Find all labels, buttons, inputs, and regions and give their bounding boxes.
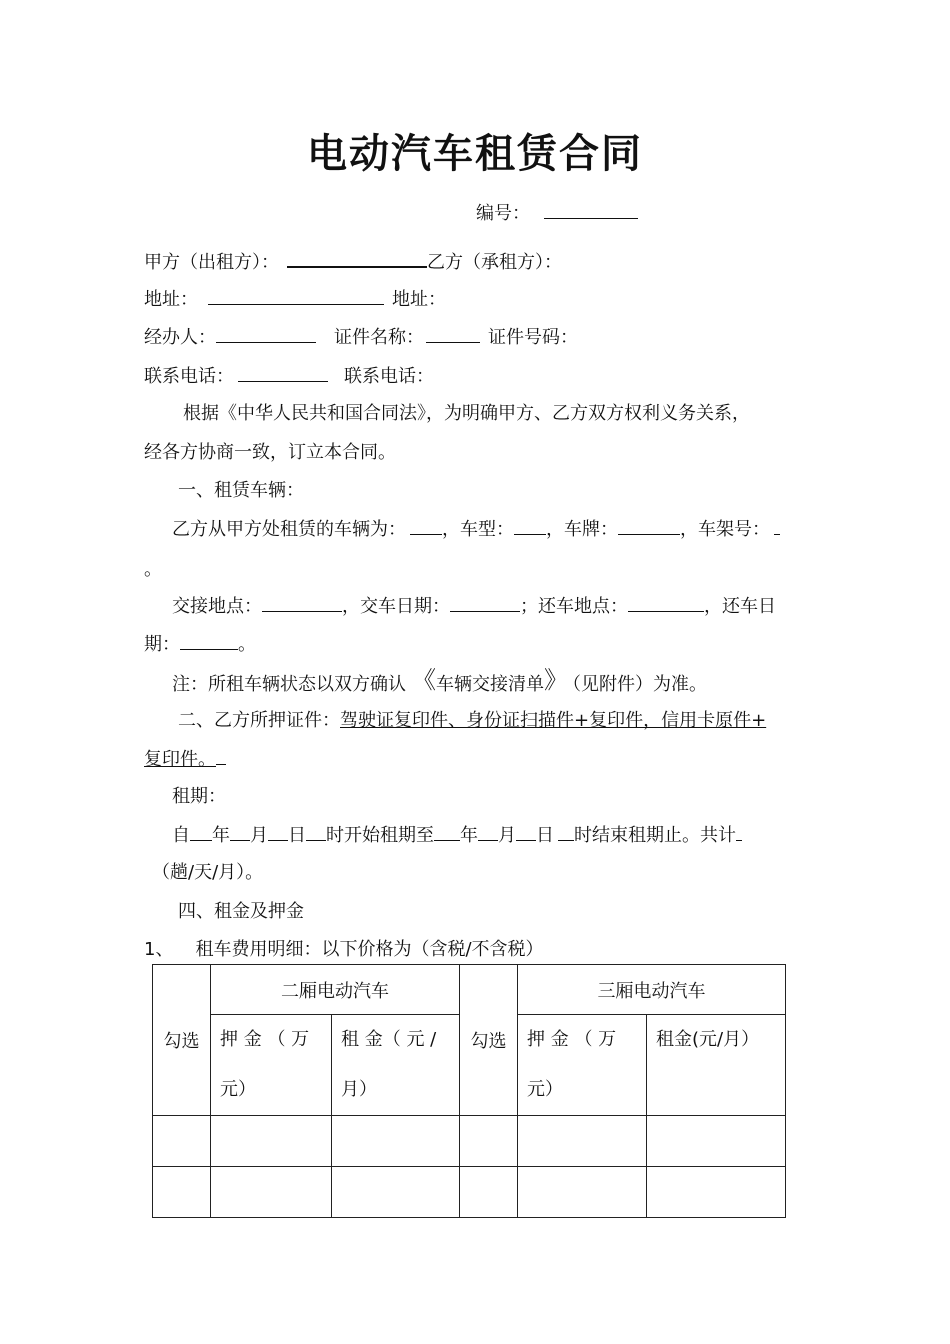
table-row — [153, 1167, 786, 1218]
select-header-g2: 勾选 — [460, 965, 518, 1116]
rent-header-g2: 租金(元/月） — [647, 1015, 786, 1116]
term-start-year-blank — [190, 822, 212, 841]
table-cell[interactable] — [211, 1167, 332, 1218]
term-from: 自 — [172, 825, 190, 846]
deposit-header-g2 — [518, 1015, 647, 1116]
return-place-blank — [628, 593, 704, 612]
handover-place-blank — [262, 593, 342, 612]
handover-date-blank — [450, 593, 520, 612]
note-bracket-open: 《 — [412, 666, 436, 694]
handler-line — [144, 324, 578, 351]
note-prefix: 注：所租车辆状态以双方确认 — [172, 674, 406, 695]
vehicle-vin-blank — [774, 516, 780, 535]
term-end-day-blank — [516, 822, 536, 841]
table-cell[interactable] — [153, 1116, 211, 1167]
term-day-label: 日 — [288, 825, 306, 846]
item-1-line — [144, 937, 544, 963]
term-end-hour-blank — [558, 822, 574, 841]
return-date-line — [144, 631, 256, 658]
section-2-line-2 — [144, 746, 226, 773]
deposit-header-g1 — [211, 1015, 332, 1116]
table-row — [153, 1116, 786, 1167]
address-label-b: 地址： — [392, 289, 446, 310]
term-end-month-label: 月 — [498, 825, 516, 846]
section-1-heading: 一、租赁车辆： — [178, 480, 304, 501]
vehicle-blank — [410, 516, 442, 535]
term-heading: 租期： — [172, 786, 226, 807]
vehicle-line — [172, 516, 780, 543]
deposit-header-g1-line2: 元） — [220, 1079, 256, 1100]
term-end-month-blank — [478, 822, 498, 841]
address-blank-a — [208, 286, 384, 305]
party-b-label: 乙方（承租方）： — [427, 252, 562, 273]
phone-label-b: 联系电话： — [344, 366, 434, 387]
table-cell[interactable] — [647, 1116, 786, 1167]
section-2-line — [178, 708, 766, 734]
section-4-heading: 四、租金及押金 — [178, 901, 304, 922]
page-title: 电动汽车租赁合同 — [307, 131, 643, 177]
party-a-label: 甲方（出租方）： — [144, 252, 279, 273]
table-cell[interactable] — [647, 1167, 786, 1218]
vehicle-vin-label: ，车架号： — [680, 519, 770, 540]
vehicle-model-label: ，车型： — [442, 519, 514, 540]
id-number-label: 证件号码： — [488, 327, 578, 348]
return-date-label-b: 期： — [144, 634, 180, 655]
table-cell[interactable] — [460, 1116, 518, 1167]
table-cell[interactable] — [332, 1167, 460, 1218]
parties-line — [144, 248, 562, 276]
handover-line — [172, 593, 776, 620]
phone-label-a: 联系电话： — [144, 366, 234, 387]
note-document-name: 车辆交接清单 — [436, 674, 544, 695]
vehicle-end: 。 — [144, 559, 162, 580]
select-header-g1: 勾选 — [153, 965, 211, 1116]
table-cell[interactable] — [460, 1167, 518, 1218]
contract-number-line — [476, 200, 638, 227]
vehicle-plate-label: ，车牌： — [546, 519, 618, 540]
item-1-number: 1、 — [144, 939, 174, 960]
term-total-blank — [736, 822, 742, 841]
phone-blank-a — [238, 363, 328, 382]
contract-number-label: 编号： — [476, 203, 530, 224]
return-date-blank — [180, 631, 238, 650]
term-start-month-blank — [230, 822, 250, 841]
table-cell[interactable] — [332, 1116, 460, 1167]
section-2-trailing-underline — [216, 746, 226, 765]
intro-line-1: 根据《中华人民共和国合同法》，为明确甲方、乙方双方权利义务关系， — [183, 403, 750, 424]
return-date-end: 。 — [238, 634, 256, 655]
term-end-year-label: 年 — [460, 825, 478, 846]
contract-number-blank — [544, 200, 638, 219]
return-date-label-a: ，还车日 — [704, 596, 776, 617]
table-cell[interactable] — [518, 1116, 647, 1167]
vehicle-model-blank — [514, 516, 546, 535]
term-start-day-blank — [268, 822, 288, 841]
table-header-row-1 — [153, 965, 786, 1015]
term-end-day-label: 日 — [536, 825, 554, 846]
section-2-documents-cont: 复印件。 — [144, 749, 216, 770]
table-cell[interactable] — [211, 1116, 332, 1167]
term-end-year-blank — [434, 822, 460, 841]
term-month-label: 月 — [250, 825, 268, 846]
term-line — [172, 822, 742, 849]
id-name-label: 证件名称： — [334, 327, 424, 348]
rent-header-g1-line2: 月） — [341, 1079, 377, 1100]
deposit-header-g2-line1: 押 金 （ 万 — [527, 1029, 617, 1050]
term-start-hour-blank — [306, 822, 326, 841]
intro-line-2: 经各方协商一致，订立本合同。 — [144, 442, 396, 463]
note-bracket-close: 》 — [544, 666, 568, 694]
group-header-two-box: 二厢电动汽车 — [211, 965, 460, 1015]
rent-header-g1-line1: 租 金（ 元 / — [341, 1029, 437, 1050]
deposit-header-g1-line1: 押 金 （ 万 — [220, 1029, 310, 1050]
note-suffix: （见附件）为准。 — [572, 674, 707, 695]
table-cell[interactable] — [518, 1167, 647, 1218]
return-place-label: ；还车地点： — [520, 596, 628, 617]
phone-line — [144, 363, 434, 390]
term-end-hour-label: 时结束租期止。共计 — [574, 825, 736, 846]
party-a-blank — [287, 248, 427, 268]
rental-price-table — [152, 964, 786, 1218]
rent-header-g1 — [332, 1015, 460, 1116]
deposit-header-g2-line2: 元） — [527, 1079, 563, 1100]
item-1-text: 租车费用明细：以下价格为（含税/不含税） — [195, 939, 544, 960]
term-unit-line: （趟/天/月）。 — [152, 862, 264, 883]
vehicle-prefix: 乙方从甲方处租赁的车辆为： — [172, 519, 406, 540]
handler-blank — [216, 324, 316, 343]
handler-label: 经办人： — [144, 327, 216, 348]
handover-place-label: 交接地点： — [172, 596, 262, 617]
term-start-hour-label: 时开始租期至 — [326, 825, 434, 846]
section-2-documents: 驾驶证复印件、身份证扫描件+复印件，信用卡原件+ — [340, 710, 767, 731]
group-header-three-box: 三厢电动汽车 — [518, 965, 786, 1015]
handover-date-label: ，交车日期： — [342, 596, 450, 617]
address-line — [144, 286, 446, 313]
note-line — [172, 666, 707, 698]
id-name-blank — [426, 324, 480, 343]
section-2-heading: 二、乙方所押证件： — [178, 710, 340, 731]
term-year-label: 年 — [212, 825, 230, 846]
vehicle-plate-blank — [618, 516, 680, 535]
address-label-a: 地址： — [144, 289, 198, 310]
table-cell[interactable] — [153, 1167, 211, 1218]
